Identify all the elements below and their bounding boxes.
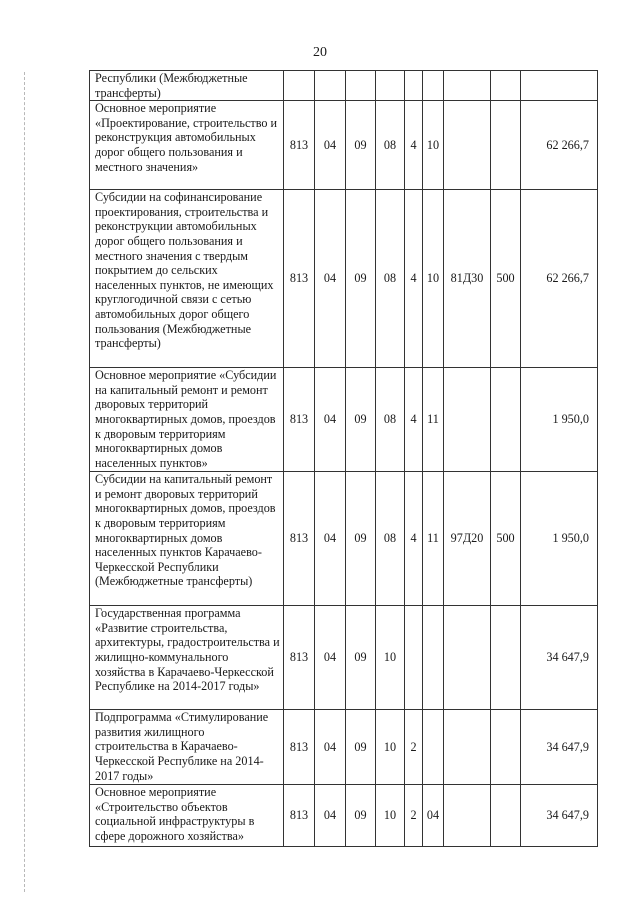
direction-code-cell [444,710,491,785]
expense-type-cell [491,785,521,847]
expense-type-cell: 500 [491,190,521,368]
item-name-cell: Республики (Межбюджетные трансферты) [90,71,284,101]
expense-type-cell [491,71,521,101]
subprogram-code-cell: 2 [405,785,423,847]
item-name-cell: Основное мероприятие «Субсидии на капитальный ремонт и ремонт дворовых территорий многоквартирных домов, проездов к дворовым территориям многоквартирных домов населенных пунктов» [90,368,284,472]
subprogram-code-cell: 4 [405,472,423,606]
section-code-cell [315,71,346,101]
direction-code-cell [444,368,491,472]
amount-cell: 1 950,0 [521,368,598,472]
ministry-code-cell: 813 [284,785,315,847]
direction-code-cell [444,785,491,847]
section-code-cell: 04 [315,472,346,606]
page-number: 20 [313,45,327,60]
ministry-code-cell: 813 [284,368,315,472]
program-code-cell: 10 [376,606,405,710]
program-code-cell: 10 [376,785,405,847]
amount-cell [521,71,598,101]
item-name-cell: Подпрограмма «Стимулирование развития жилищного строительства в Карачаево-Черкесской Республике на 2014-2017 годы» [90,710,284,785]
measure-code-cell [423,606,444,710]
subsection-code-cell: 09 [346,368,376,472]
ministry-code-cell: 813 [284,190,315,368]
expense-type-cell [491,368,521,472]
table-row [90,71,598,101]
subsection-code-cell: 09 [346,710,376,785]
subsection-code-cell: 09 [346,101,376,190]
direction-code-cell: 97Д20 [444,472,491,606]
table-row [90,606,598,710]
subprogram-code-cell: 4 [405,368,423,472]
table-row [90,101,598,190]
table-row [90,472,598,606]
direction-code-cell [444,101,491,190]
subprogram-code-cell: 4 [405,101,423,190]
measure-code-cell: 10 [423,190,444,368]
ministry-code-cell: 813 [284,472,315,606]
ministry-code-cell [284,71,315,101]
measure-code-cell [423,710,444,785]
subsection-code-cell: 09 [346,190,376,368]
subprogram-code-cell: 2 [405,710,423,785]
item-name-cell: Основное мероприятие «Проектирование, строительство и реконструкция автомобильных дорог общего пользования и местного значения» [90,101,284,190]
direction-code-cell [444,606,491,710]
measure-code-cell: 11 [423,472,444,606]
subprogram-code-cell [405,71,423,101]
amount-cell: 62 266,7 [521,190,598,368]
amount-cell: 34 647,9 [521,785,598,847]
item-name-cell: Субсидии на софинансирование проектирования, строительства и реконструкции автомобильных дорог общего пользования и местного значения с твердым покрытием до сельских населенных пунктов, не имеющих круглогодичной связи с сетью автомобильных дорог общего пользования (Межбюджетные трансферты) [90,190,284,368]
section-code-cell: 04 [315,190,346,368]
program-code-cell [376,71,405,101]
item-name-cell: Основное мероприятие «Строительство объектов социальной инфраструктуры в сфере дорожного хозяйства» [90,785,284,847]
expense-type-cell: 500 [491,472,521,606]
subsection-code-cell [346,71,376,101]
amount-cell: 34 647,9 [521,606,598,710]
subprogram-code-cell: 4 [405,190,423,368]
measure-code-cell: 10 [423,101,444,190]
amount-cell: 1 950,0 [521,472,598,606]
table-row [90,190,598,368]
ministry-code-cell: 813 [284,606,315,710]
section-code-cell: 04 [315,710,346,785]
table-row [90,785,598,847]
item-name-cell: Субсидии на капитальный ремонт и ремонт дворовых территорий многоквартирных домов, проездов к дворовым территориям многоквартирных домов населенных пунктов Карачаево-Черкесской Республики (Межбюджетные трансферты) [90,472,284,606]
amount-cell: 62 266,7 [521,101,598,190]
program-code-cell: 10 [376,710,405,785]
section-code-cell: 04 [315,101,346,190]
section-code-cell: 04 [315,368,346,472]
program-code-cell: 08 [376,472,405,606]
program-code-cell: 08 [376,368,405,472]
expense-type-cell [491,710,521,785]
binding-margin-line [24,72,25,892]
direction-code-cell: 81Д30 [444,190,491,368]
subsection-code-cell: 09 [346,785,376,847]
program-code-cell: 08 [376,101,405,190]
expense-type-cell [491,606,521,710]
measure-code-cell [423,71,444,101]
budget-table-body [90,71,598,847]
measure-code-cell: 11 [423,368,444,472]
section-code-cell: 04 [315,606,346,710]
program-code-cell: 08 [376,190,405,368]
subsection-code-cell: 09 [346,472,376,606]
subsection-code-cell: 09 [346,606,376,710]
table-row [90,710,598,785]
measure-code-cell: 04 [423,785,444,847]
ministry-code-cell: 813 [284,710,315,785]
item-name-cell: Государственная программа «Развитие строительства, архитектуры, градостроительства и жилищно-коммунального хозяйства в Карачаево-Черкесской Республике на 2014-2017 годы» [90,606,284,710]
expense-type-cell [491,101,521,190]
subprogram-code-cell [405,606,423,710]
budget-table [89,70,598,847]
table-row [90,368,598,472]
direction-code-cell [444,71,491,101]
amount-cell: 34 647,9 [521,710,598,785]
section-code-cell: 04 [315,785,346,847]
ministry-code-cell: 813 [284,101,315,190]
